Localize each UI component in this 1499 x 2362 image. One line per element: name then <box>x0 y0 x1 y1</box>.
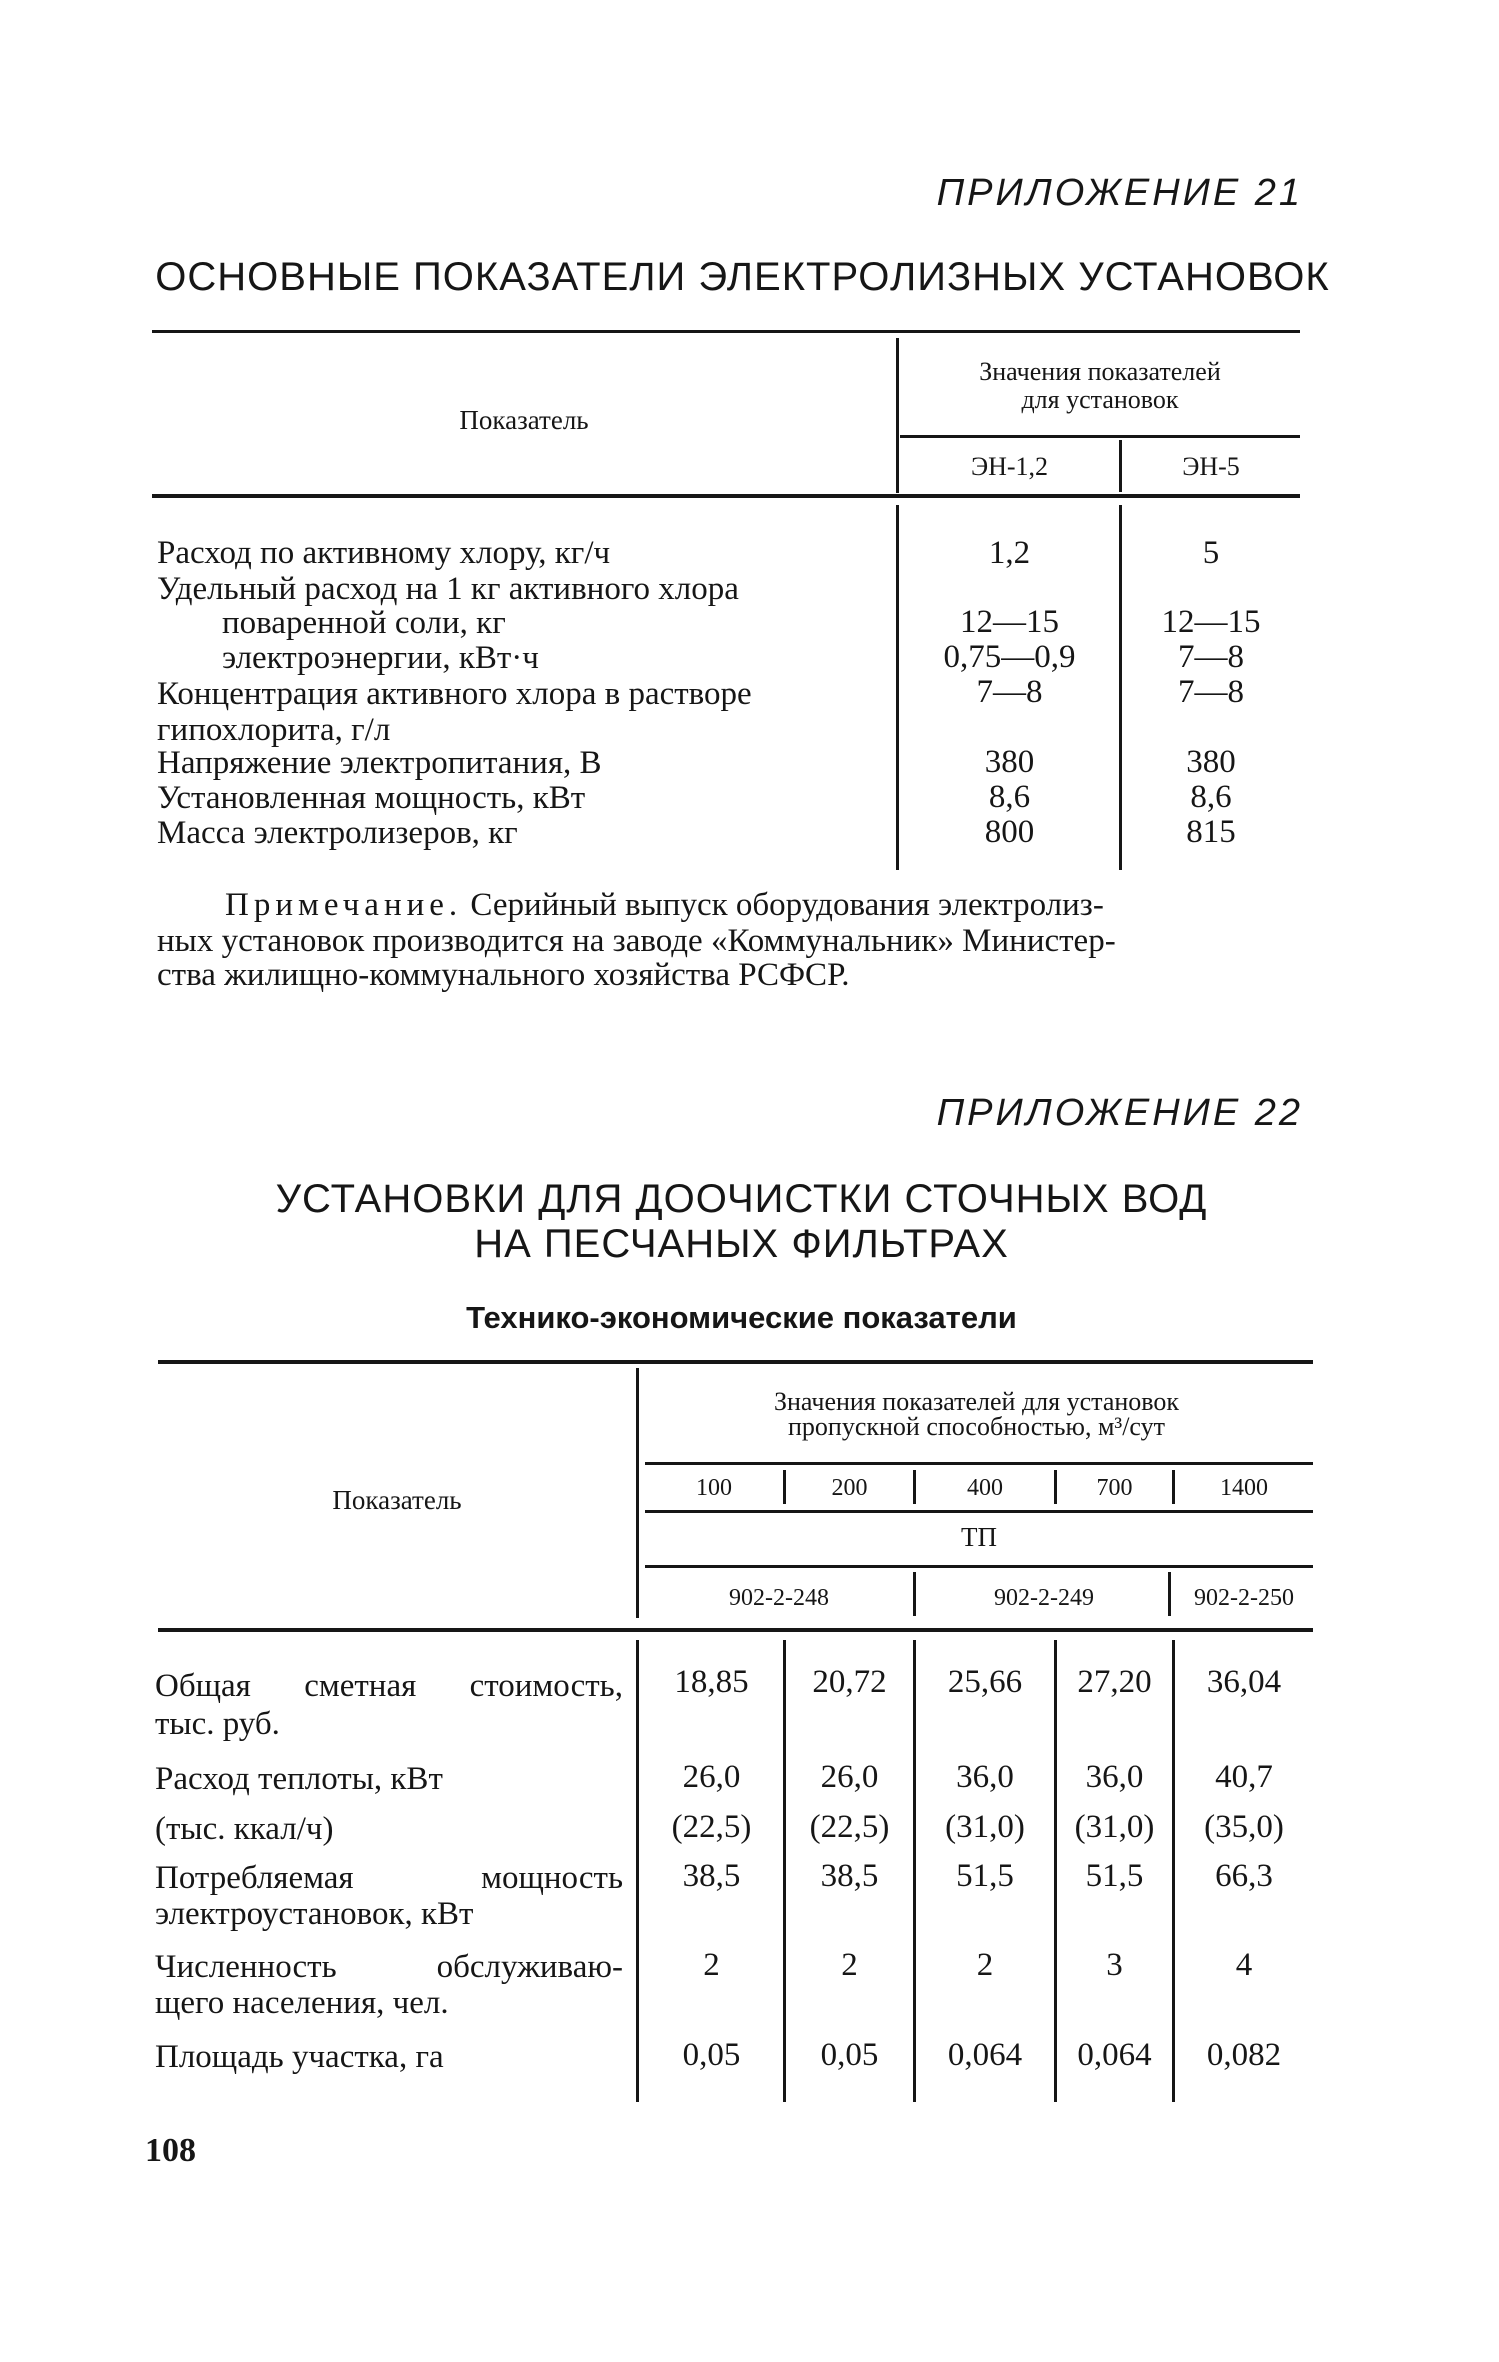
row-label: Установленная мощность, кВт <box>157 780 586 816</box>
cell-value: 8,6 <box>988 779 1031 815</box>
cell-value: 36,0 <box>956 1759 1014 1795</box>
cell-value: 0,75—0,9 <box>943 639 1076 675</box>
capacity-cell: 100 <box>696 1475 732 1501</box>
header-values-line2: для установок <box>1021 385 1179 414</box>
row-label: (тыс. ккал/ч) <box>155 1811 334 1847</box>
cell-value: 380 <box>984 744 1035 780</box>
cell-value: 0,05 <box>682 2037 741 2073</box>
cell-value: 2 <box>976 1947 994 1983</box>
note-line-1 <box>225 888 1305 923</box>
note-prefix: Примечание. <box>225 887 463 923</box>
capacity-cell: 1400 <box>1220 1475 1268 1501</box>
appendix-22-title-line2: НА ПЕСЧАНЫХ ФИЛЬТРАХ <box>474 1222 1009 1266</box>
header-col-en12: ЭН-1,2 <box>970 452 1049 481</box>
tp-code-cell: 902-2-250 <box>1194 1585 1294 1611</box>
row-label <box>155 1860 623 1896</box>
capacity-cell: 400 <box>967 1475 1003 1501</box>
cell-value: 0,064 <box>1077 2037 1152 2073</box>
cell-value: 3 <box>1106 1947 1123 1983</box>
cell-value: 2 <box>703 1947 720 1983</box>
body-divider-1 <box>896 505 899 870</box>
row-label-word: сметная <box>304 1668 417 1704</box>
cell-value: (22,5) <box>671 1809 752 1845</box>
cell-value: 12—15 <box>960 604 1059 640</box>
cell-value: (31,0) <box>1074 1809 1155 1845</box>
header-bottom-rule <box>152 494 1300 498</box>
header-values-line2: пропускной способностью, м³/сут <box>788 1412 1165 1441</box>
cell-value: 51,5 <box>1085 1858 1144 1894</box>
row-label-word: Общая <box>155 1668 251 1704</box>
cell-value: 36,0 <box>1085 1759 1144 1795</box>
cell-value: 2 <box>841 1947 858 1983</box>
row-label: Удельный расход на 1 кг активного хлора <box>157 571 739 607</box>
cell-value: 27,20 <box>1077 1664 1152 1700</box>
appendix-21-title: ОСНОВНЫЕ ПОКАЗАТЕЛИ ЭЛЕКТРОЛИЗНЫХ УСТАНОВОК <box>155 255 1330 299</box>
cell-value: 0,064 <box>947 2037 1023 2073</box>
cell-value: (31,0) <box>945 1809 1025 1845</box>
cell-value: 26,0 <box>820 1759 879 1795</box>
note-line-2: ных установок производится на заводе «Коммунальник» Министер- <box>157 923 1116 959</box>
cell-value: 25,66 <box>947 1664 1023 1700</box>
appendix-22-title-line1: УСТАНОВКИ ДЛЯ ДООЧИСТКИ СТОЧНЫХ ВОД <box>275 1177 1208 1221</box>
header-sub-rule <box>900 435 1300 438</box>
cell-value: 38,5 <box>682 1858 741 1894</box>
row-label: Напряжение электропитания, В <box>157 745 602 781</box>
row-label: Площадь участка, га <box>155 2039 444 2075</box>
note-line-3: ства жилищно-коммунального хозяйства РСФСР. <box>157 957 850 993</box>
row-label: электроэнергии, кВт·ч <box>222 640 539 676</box>
cell-value: 51,5 <box>956 1858 1014 1894</box>
header-divider <box>636 1368 639 1618</box>
tp-code-cell: 902-2-248 <box>729 1585 829 1611</box>
table-top-rule <box>152 330 1300 333</box>
tp-code-cell: 902-2-249 <box>994 1585 1094 1611</box>
cell-value: 0,05 <box>820 2037 879 2073</box>
header-sub-rule-2 <box>645 1510 1313 1513</box>
row-label <box>155 1668 623 1704</box>
row-label-line2: электроустановок, кВт <box>155 1896 474 1932</box>
row-label: гипохлорита, г/л <box>157 712 391 748</box>
header-bottom-rule <box>158 1628 1313 1632</box>
cell-value: 7—8 <box>1178 639 1244 675</box>
cell-value: 815 <box>1186 814 1236 850</box>
cell-value: (35,0) <box>1204 1809 1284 1845</box>
row-label-word: стоимость, <box>469 1668 623 1704</box>
table-top-rule <box>158 1360 1313 1364</box>
header-values-line1: Значения показателей <box>979 357 1221 386</box>
row-label: Расход по активному хлору, кг/ч <box>157 535 611 571</box>
cell-value: 800 <box>984 814 1035 850</box>
cell-value: 1,2 <box>988 535 1031 571</box>
header-divider <box>896 338 899 493</box>
capacity-cell: 700 <box>1096 1475 1133 1501</box>
cell-value: 40,7 <box>1215 1759 1273 1795</box>
row-label-word: Численность <box>155 1949 337 1985</box>
header-values-line1: Значения показателей для установок <box>773 1387 1180 1416</box>
row-label: Концентрация активного хлора в растворе <box>157 676 752 712</box>
appendix-22-label: ПРИЛОЖЕНИЕ 22 <box>936 1092 1303 1134</box>
cell-value: 5 <box>1202 535 1220 571</box>
appendix-21-label: ПРИЛОЖЕНИЕ 21 <box>936 172 1303 214</box>
cell-value: 20,72 <box>812 1664 887 1700</box>
cell-value: 36,04 <box>1206 1664 1282 1700</box>
row-label: Расход теплоты, кВт <box>155 1761 443 1797</box>
appendix-22-subtitle: Технико-экономические показатели <box>466 1300 1017 1335</box>
cell-value: 4 <box>1235 1947 1253 1983</box>
tp-label: ТП <box>961 1522 997 1552</box>
header-indicator: Показатель <box>459 405 589 435</box>
row-label-word: обслуживаю- <box>436 1949 623 1985</box>
cell-value: 18,85 <box>674 1664 749 1700</box>
row-label-word: мощность <box>481 1860 623 1896</box>
header-indicator: Показатель <box>332 1485 462 1515</box>
cell-value: 0,082 <box>1206 2037 1282 2073</box>
row-label: Масса электролизеров, кг <box>157 815 518 851</box>
cell-value: 7—8 <box>1178 674 1244 710</box>
row-label-line2: щего населения, чел. <box>155 1985 449 2021</box>
cell-value: 12—15 <box>1161 604 1261 640</box>
row-label: поваренной соли, кг <box>222 605 506 641</box>
row-label <box>155 1949 623 1985</box>
page-number: 108 <box>145 2132 196 2169</box>
cell-value: (22,5) <box>809 1809 890 1845</box>
cell-value: 8,6 <box>1190 779 1232 815</box>
header-sub-rule-3 <box>645 1565 1313 1568</box>
cell-value: 38,5 <box>820 1858 879 1894</box>
header-sub-rule-1 <box>645 1462 1313 1465</box>
header-col-en5: ЭН-5 <box>1182 452 1240 481</box>
row-label-line2: тыс. руб. <box>155 1706 280 1742</box>
cell-value: 66,3 <box>1215 1858 1273 1894</box>
body-divider <box>636 1640 639 2102</box>
capacity-cell: 200 <box>831 1475 868 1501</box>
row-label-word: Потребляемая <box>155 1860 354 1896</box>
cell-value: 7—8 <box>976 674 1043 710</box>
note-text-1: Серийный выпуск оборудования электролиз- <box>470 887 1104 923</box>
cell-value: 380 <box>1186 744 1236 780</box>
cell-value: 26,0 <box>682 1759 741 1795</box>
